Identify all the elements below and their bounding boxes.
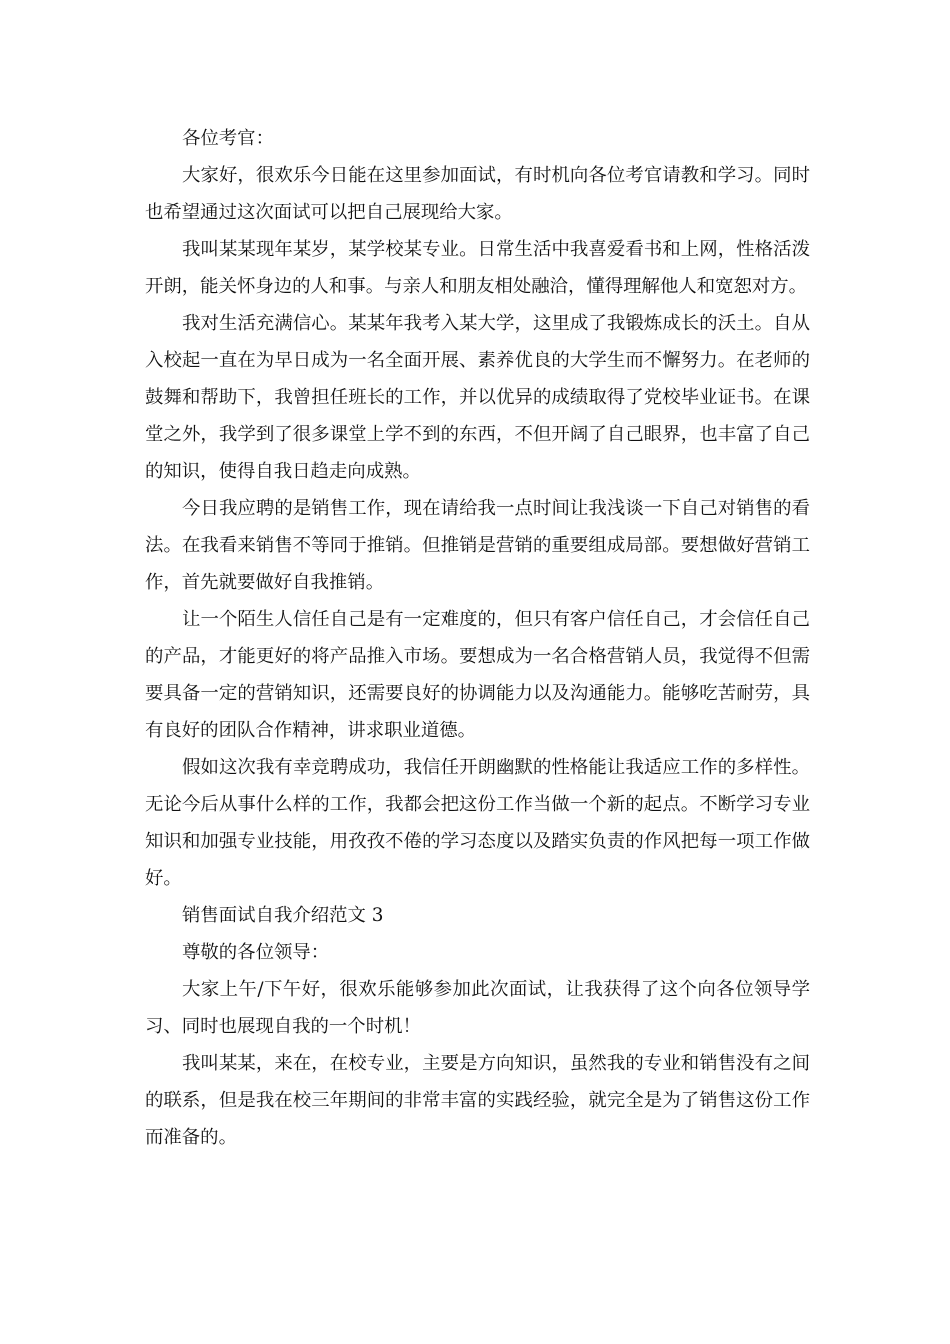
salutation-examiners: 各位考官： <box>182 128 274 149</box>
paragraph-greeting: 大家好，很欢乐今日能在这里参加面试，有时机向各位考官请教和学习。同时也希望通过这次面试可以把自己展现给大家。 <box>145 165 810 223</box>
paragraph-commitment: 假如这次我有幸竞聘成功，我信任开朗幽默的性格能让我适应工作的多样性。无论今后从事什么样的工作，我都会把这份工作当做一个新的起点。不断学习专业知识和加强专业技能，用孜孜不倦的学习态度以及踏实负责的作风把每一项工作做好。 <box>145 757 810 889</box>
paragraph-background: 我叫某某，来在，在校专业，主要是方向知识，虽然我的专业和销售没有之间的联系，但是我在校三年期间的非常丰富的实践经验，就完全是为了销售这份工作而准备的。 <box>145 1053 810 1148</box>
paragraph-greeting-2: 大家上午/下午好，很欢乐能够参加此次面试，让我获得了这个向各位领导学习、同时也展现自我的一个时机！ <box>145 979 810 1037</box>
section-heading: 销售面试自我介绍范文 3 <box>182 905 384 926</box>
document-page <box>145 120 810 1156</box>
salutation-leaders: 尊敬的各位领导： <box>182 942 330 963</box>
paragraph-university: 我对生活充满信心。某某年我考入某大学，这里成了我锻炼成长的沃土。自从入校起一直在为早日成为一名全面开展、素养优良的大学生而不懈努力。在老师的鼓舞和帮助下，我曾担任班长的工作，并以优异的成绩取得了党校毕业证书。在课堂之外，我学到了很多课堂上学不到的东西，不但开阔了自己眼界，也丰富了自己的知识，使得自我日趋走向成熟。 <box>145 313 810 482</box>
paragraph-introduction: 我叫某某现年某岁，某学校某专业。日常生活中我喜爱看书和上网，性格活泼开朗，能关怀身边的人和事。与亲人和朋友相处融洽，懂得理解他人和宽恕对方。 <box>145 239 810 297</box>
paragraph-trust: 让一个陌生人信任自己是有一定难度的，但只有客户信任自己，才会信任自己的产品，才能更好的将产品推入市场。要想成为一名合格营销人员，我觉得不但需要具备一定的营销知识，还需要良好的协调能力以及沟通能力。能够吃苦耐劳，具有良好的团队合作精神，讲求职业道德。 <box>145 609 810 741</box>
paragraph-sales-view: 今日我应聘的是销售工作，现在请给我一点时间让我浅谈一下自己对销售的看法。在我看来销售不等同于推销。但推销是营销的重要组成局部。要想做好营销工作，首先就要做好自我推销。 <box>145 498 810 593</box>
